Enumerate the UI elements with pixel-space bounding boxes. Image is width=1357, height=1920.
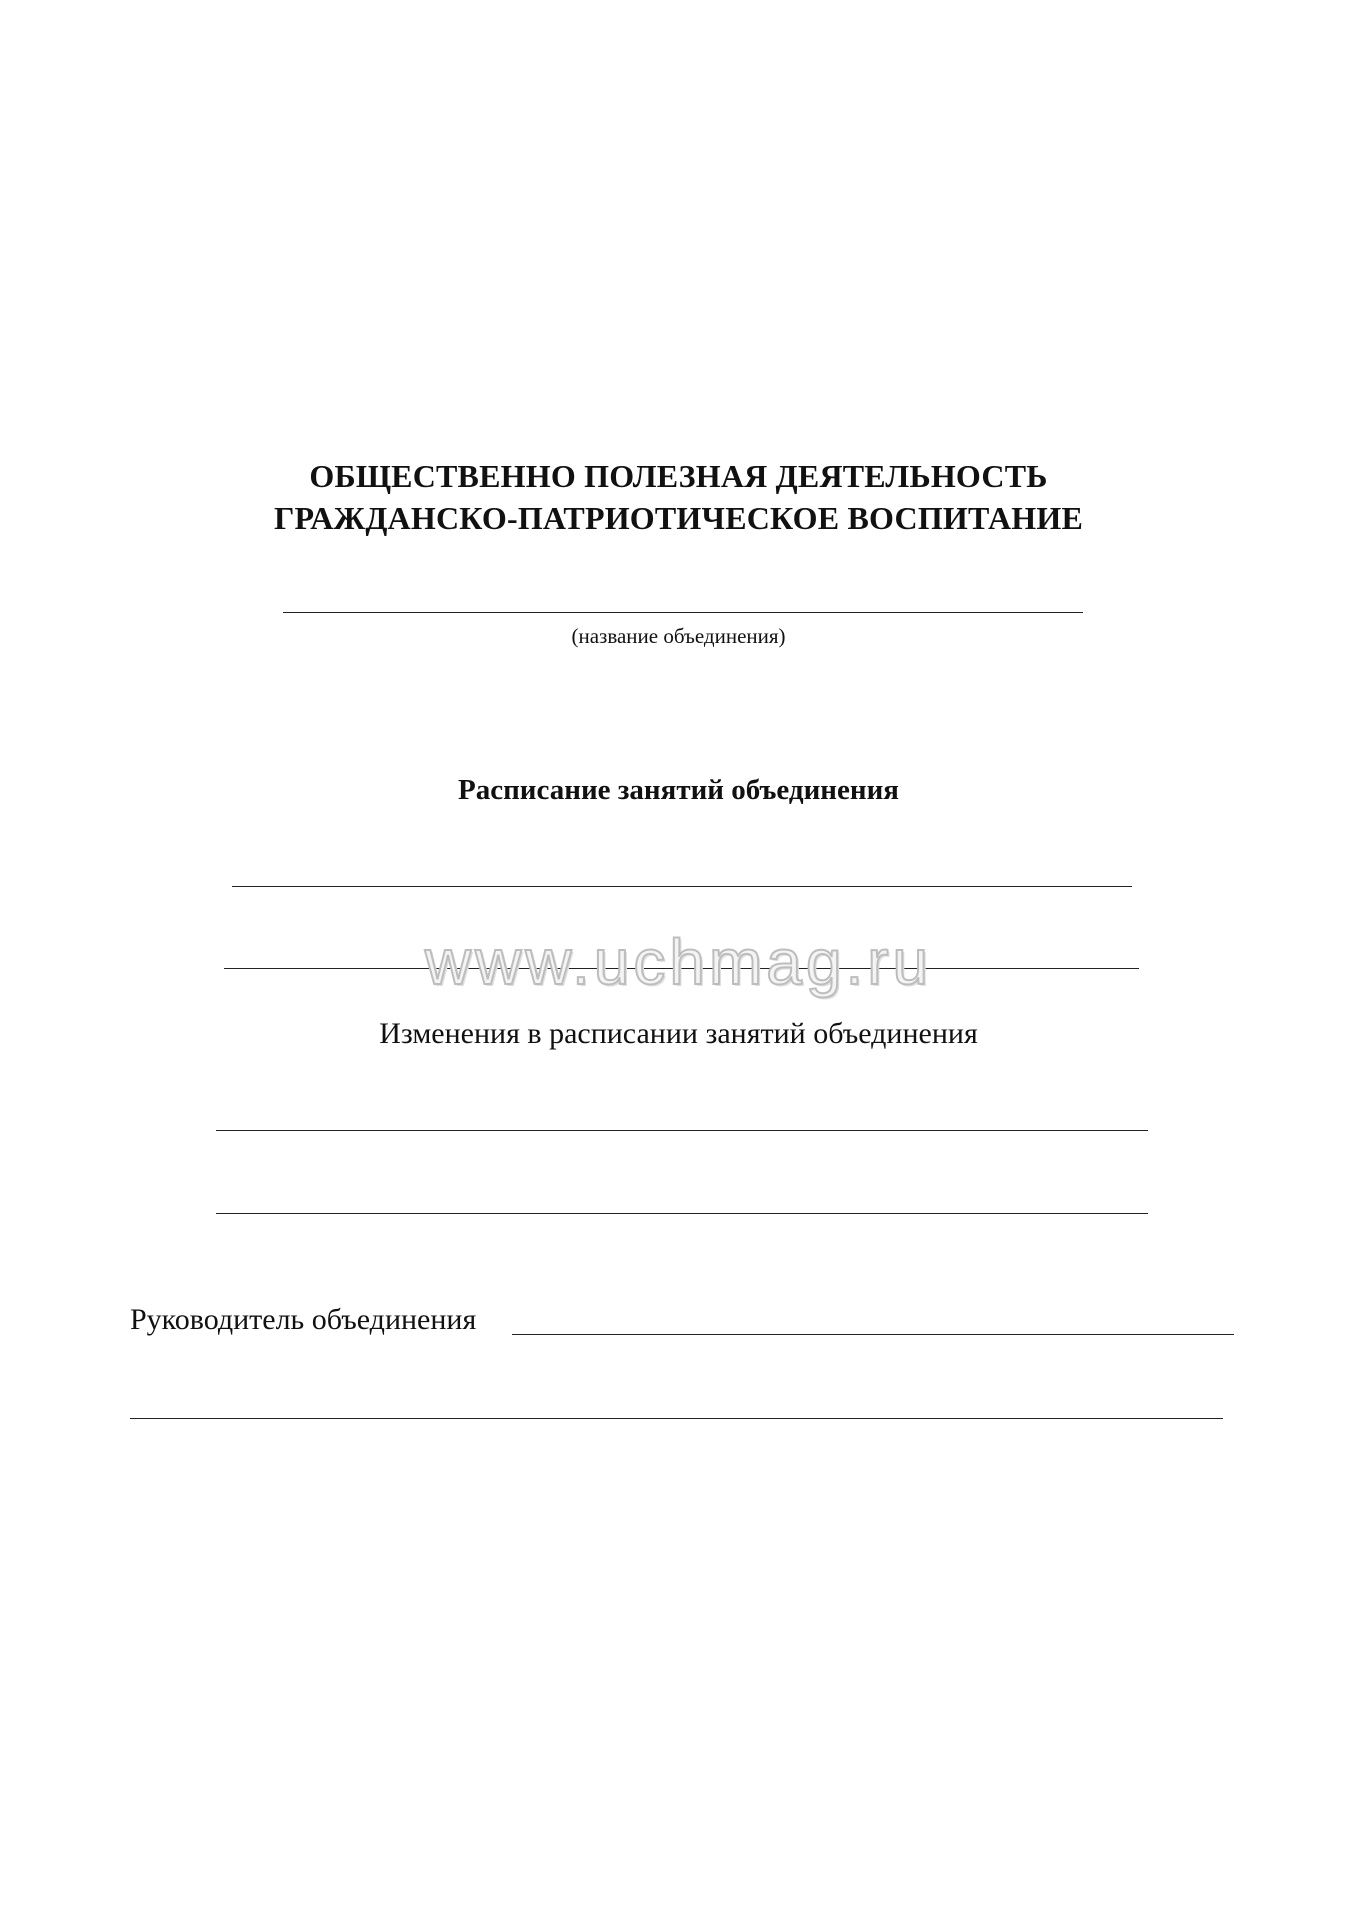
- header-title-line-2: ГРАЖДАНСКО-ПАТРИОТИЧЕСКОЕ ВОСПИТАНИЕ: [273, 500, 1083, 536]
- head-of-association-blank-line: [512, 1334, 1234, 1335]
- association-name-blank-line: [283, 612, 1083, 613]
- signature-blank-line: [130, 1418, 1223, 1419]
- association-name-caption: (название объединения): [571, 624, 786, 648]
- schedule-title: Расписание занятий объединения: [458, 774, 899, 806]
- changes-blank-line-1: [216, 1130, 1148, 1131]
- head-of-association-label: Руководитель объединения: [130, 1303, 477, 1336]
- changes-title: Изменения в расписании занятий объединения: [379, 1017, 978, 1050]
- schedule-blank-line-2: [224, 968, 1139, 969]
- schedule-blank-line-1: [232, 886, 1132, 887]
- watermark: www.uchmag.ru: [424, 926, 933, 998]
- changes-blank-line-2: [216, 1213, 1148, 1214]
- header-title-line-1: ОБЩЕСТВЕННО ПОЛЕЗНАЯ ДЕЯТЕЛЬНОСТЬ: [309, 458, 1048, 494]
